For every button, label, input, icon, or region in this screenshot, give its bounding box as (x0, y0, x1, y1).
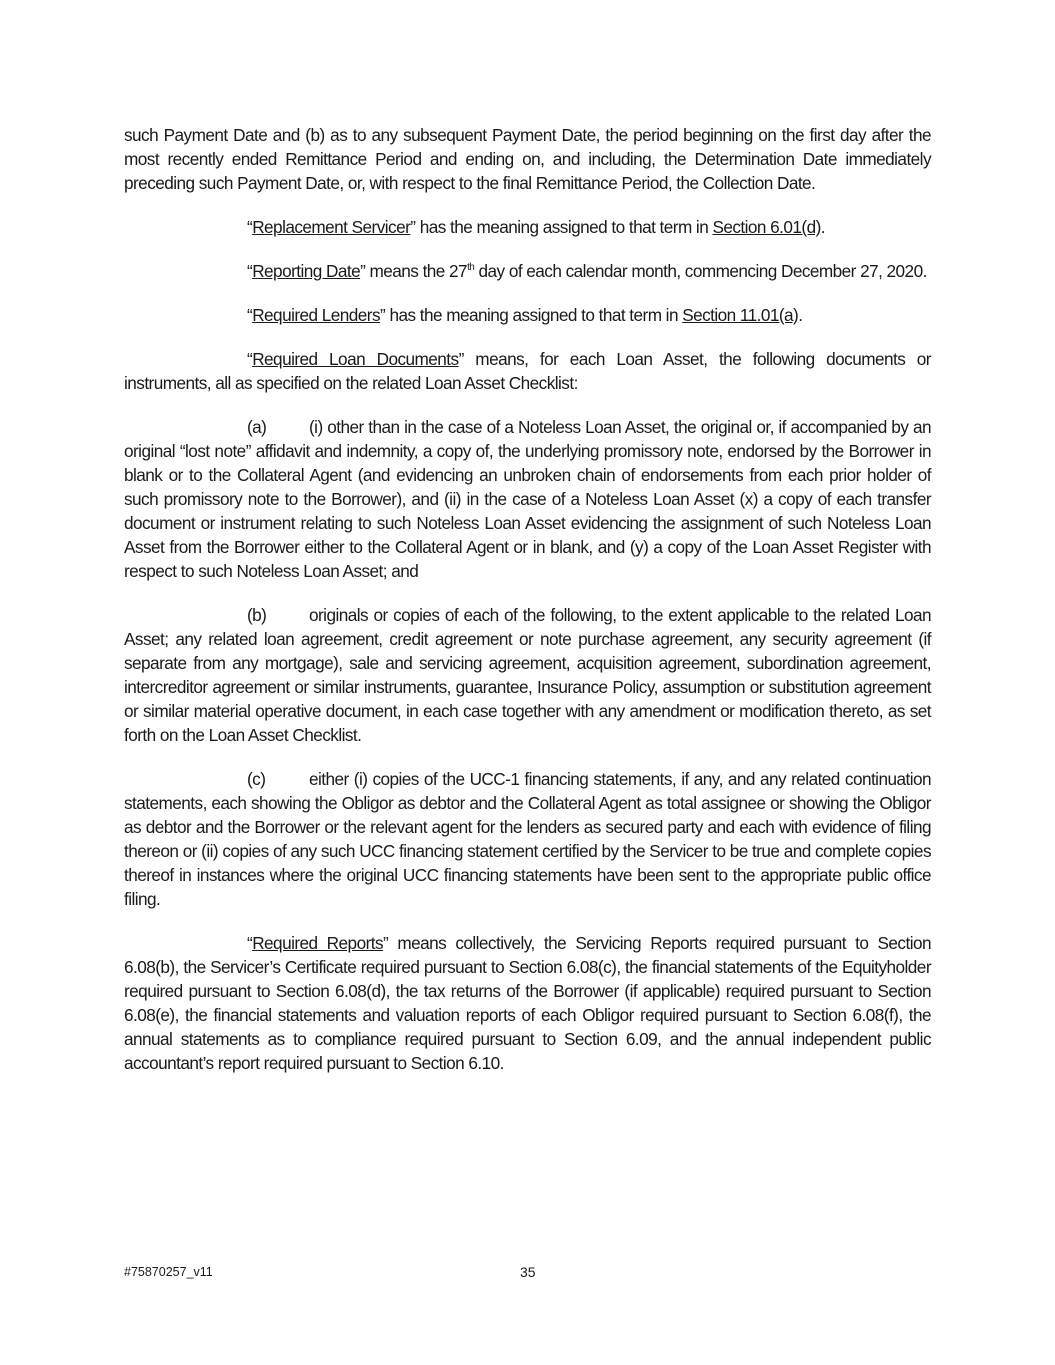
close-quote: ” (380, 305, 386, 325)
definition-required-lenders (124, 303, 931, 327)
definition-text: means the 27 (365, 261, 468, 281)
definition-end: . (798, 305, 803, 325)
open-quote: “ (247, 933, 253, 953)
ordinal-superscript: th (467, 262, 475, 273)
defined-term: Required Reports (252, 933, 384, 953)
definition-replacement-servicer (124, 215, 931, 239)
document-body (124, 123, 931, 1095)
footer-page-number: 35 (520, 1264, 536, 1280)
definition-text: day of each calendar month, commencing December 27, 2020. (474, 261, 927, 281)
open-quote: “ (247, 261, 253, 281)
section-reference: Section 6.01(d) (712, 217, 821, 237)
clause-a (124, 415, 931, 583)
definition-reporting-date (124, 259, 931, 283)
clause-label: (b) (247, 605, 267, 625)
open-quote: “ (247, 349, 253, 369)
clause-text: originals or copies of each of the following, to the extent applicable to the related Loan Asset; any related loan agreement, credit agreement or note purchase agreement, any security agreement (if separate from any mortgage), sale and servicing agreement, acquisition agreement, subordination agreement, intercreditor agreement or similar instruments, guarantee, Insurance Policy, assumption or substitution agreement or similar material operative document, in each case together with any amendment or modification thereto, as set forth on the Loan Asset Checklist. (124, 605, 931, 745)
close-quote: ” (410, 217, 416, 237)
definition-text: has the meaning assigned to that term in (385, 305, 683, 325)
open-quote: “ (247, 305, 253, 325)
section-reference: Section 11.01(a) (682, 305, 799, 325)
definition-text: means, for each Loan Asset, the following documents or instruments, all as specified on the related Loan Asset Checklist: (124, 349, 931, 393)
continuation-paragraph: such Payment Date and (b) as to any subsequent Payment Date, the period beginning on the first day after the most recently ended Remittance Period and ending on, and including, the Determination Date immediately preceding such Payment Date, or, with respect to the final Remittance Period, the Collection Date. (124, 125, 931, 193)
definition-required-reports (124, 931, 931, 1075)
open-quote: “ (247, 217, 253, 237)
clause-label: (a) (247, 417, 267, 437)
defined-term: Required Lenders (252, 305, 381, 325)
clause-b (124, 603, 931, 747)
defined-term: Replacement Servicer (252, 217, 411, 237)
clause-c (124, 767, 931, 911)
definition-text: has the meaning assigned to that term in (415, 217, 713, 237)
definition-text: means collectively, the Servicing Reports required pursuant to Section 6.08(b), the Servicer’s Certificate required pursuant to Section 6.08(c), the financial statements of the Equityholder required pursuant to Section 6.08(d), the tax returns of the Borrower (if applicable) required pursuant to Section 6.08(e), the financial statements and valuation reports of each Obligor required pursuant to Section 6.08(f), the annual statements as to compliance required pursuant to Section 6.09, and the annual independent public accountant’s report required pursuant to Section 6.10. (124, 933, 931, 1073)
close-quote: ” (458, 349, 464, 369)
footer-document-id: #75870257_v11 (124, 1265, 213, 1279)
close-quote: ” (360, 261, 366, 281)
clause-label: (c) (247, 769, 266, 789)
definition-end: . (820, 217, 825, 237)
definition-required-loan-documents (124, 347, 931, 395)
close-quote: ” (383, 933, 389, 953)
defined-term: Reporting Date (252, 261, 361, 281)
defined-term: Required Loan Documents (252, 349, 459, 369)
clause-text: either (i) copies of the UCC-1 financing statements, if any, and any related continuation statements, each showing the Obligor as debtor and the Collateral Agent as total assignee or showing the Obligor as debtor and the Borrower or the relevant agent for the lenders as secured party and each with evidence of filing thereon or (ii) copies of any such UCC financing statement certified by the Servicer to be true and complete copies thereof in instances where the original UCC financing statements have been sent to the appropriate public office filing. (124, 769, 931, 909)
clause-text: (i) other than in the case of a Noteless Loan Asset, the original or, if accompanied by an original “lost note” affidavit and indemnity, a copy of, the underlying promissory note, endorsed by the Borrower in blank or to the Collateral Agent (and evidencing an unbroken chain of endorsements from each prior holder of such promissory note to the Borrower), and (ii) in the case of a Noteless Loan Asset (x) a copy of each transfer document or instrument relating to such Noteless Loan Asset evidencing the assignment of such Noteless Loan Asset from the Borrower either to the Collateral Agent or in blank, and (y) a copy of the Loan Asset Register with respect to such Noteless Loan Asset; and (124, 417, 931, 581)
